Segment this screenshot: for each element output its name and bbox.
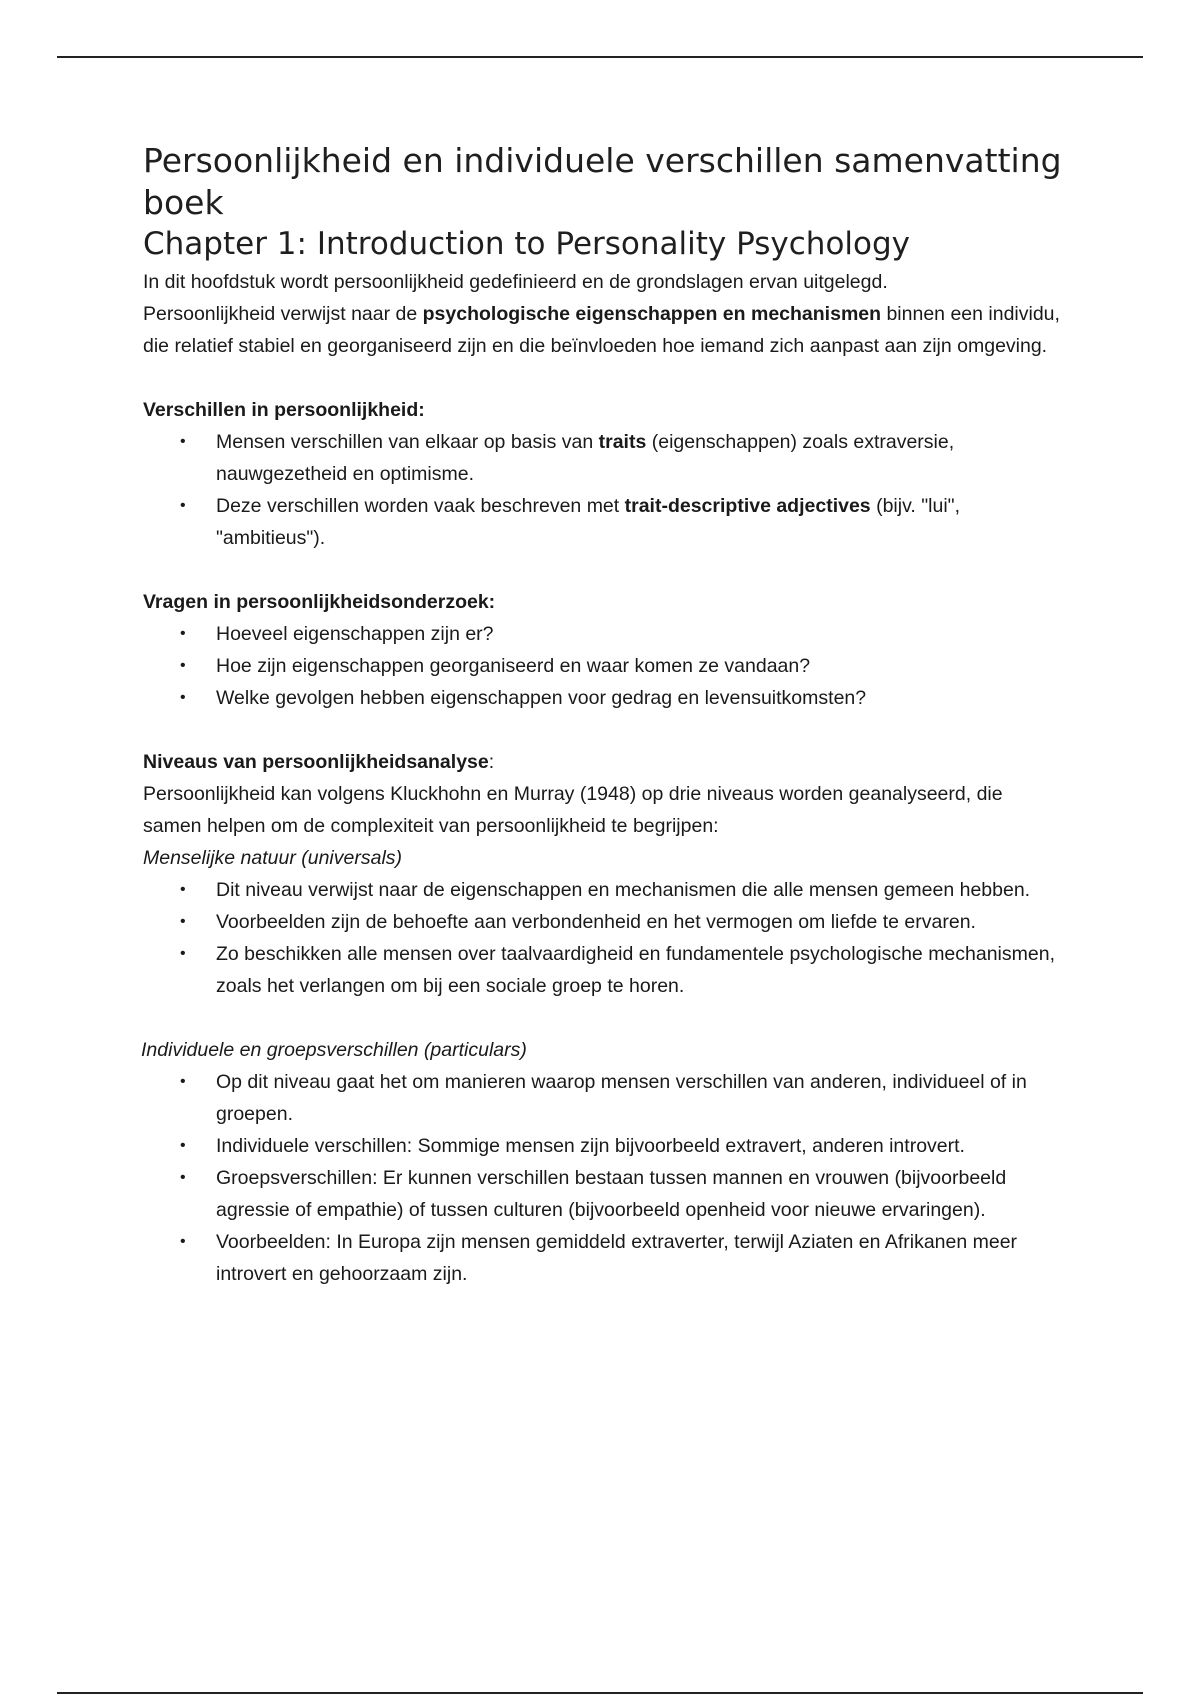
bullet-icon: • xyxy=(180,625,186,642)
item-text: Welke gevolgen hebben eigenschappen voor gedrag en levensuitkomsten? xyxy=(216,687,867,709)
item-text-pre: Mensen verschillen van elkaar op basis van xyxy=(216,431,599,453)
bullet-icon: • xyxy=(180,433,186,450)
list-item xyxy=(143,1226,1063,1290)
bullet-icon: • xyxy=(180,1169,186,1186)
bullet-icon: • xyxy=(180,497,186,514)
item-text-pre: Deze verschillen worden vaak beschreven met xyxy=(216,495,625,517)
list-item xyxy=(143,1066,1063,1130)
subheading-human-nature: Menselijke natuur (universals) xyxy=(143,847,403,869)
list-item xyxy=(143,874,1063,906)
bullet-icon: • xyxy=(180,1233,186,1250)
list-item xyxy=(143,490,1063,554)
intro-line: In dit hoofdstuk wordt persoonlijkheid gedefinieerd en de grondslagen ervan uitgelegd. xyxy=(143,271,888,293)
item-text-bold: trait-descriptive adjectives xyxy=(624,495,871,517)
list-item xyxy=(143,682,1063,714)
section-heading-levels xyxy=(143,746,1063,778)
list-item xyxy=(143,1162,1063,1226)
list-item xyxy=(143,1130,1063,1162)
intro-text-post: binnen een individu, die relatief stabiel en georganiseerd zijn en die beïnvloeden hoe iemand zich aanpast aan zijn omgeving. xyxy=(143,303,1060,357)
item-text: Dit niveau verwijst naar de eigenschappen en mechanismen die alle mensen gemeen hebben. xyxy=(216,879,1031,901)
bullet-icon: • xyxy=(180,1137,186,1154)
chapter-title: Chapter 1: Introduction to Personality Psychology xyxy=(143,226,911,262)
subheading-group-differences: Individuele en groepsverschillen (particulars) xyxy=(141,1039,527,1061)
bullet-icon: • xyxy=(180,1073,186,1090)
document-title: Persoonlijkheid en individuele verschillen samenvatting boek xyxy=(143,141,1062,222)
list-item xyxy=(143,650,1063,682)
header-rule xyxy=(57,56,1143,58)
item-text: Individuele verschillen: Sommige mensen zijn bijvoorbeeld extravert, anderen introvert. xyxy=(216,1135,965,1157)
item-text: Voorbeelden: In Europa zijn mensen gemiddeld extraverter, terwijl Aziaten en Afrikanen meer introvert en gehoorzaam zijn. xyxy=(216,1231,1018,1285)
item-text: Op dit niveau gaat het om manieren waarop mensen verschillen van anderen, individueel of in groepen. xyxy=(216,1071,1027,1125)
item-text-bold: traits xyxy=(598,431,647,453)
document-body xyxy=(143,140,1063,1290)
levels-heading-text: Niveaus van persoonlijkheidsanalyse xyxy=(143,751,489,773)
levels-heading-colon: : xyxy=(488,751,495,773)
differences-list xyxy=(143,426,1063,554)
levels-intro: Persoonlijkheid kan volgens Kluckhohn en Murray (1948) op drie niveaus worden geanalyseerd, die samen helpen om de complexiteit van persoonlijkheid te begrijpen: xyxy=(143,783,1003,837)
bullet-icon: • xyxy=(180,689,186,706)
list-item xyxy=(143,938,1063,1002)
bullet-icon: • xyxy=(180,913,186,930)
questions-list xyxy=(143,618,1063,714)
section-heading-differences: Verschillen in persoonlijkheid: xyxy=(143,399,425,421)
intro-text-bold: psychologische eigenschappen en mechanismen xyxy=(422,303,882,325)
group-differences-list xyxy=(143,1066,1063,1290)
item-text: Hoeveel eigenschappen zijn er? xyxy=(216,623,494,645)
footer-rule xyxy=(57,1692,1143,1694)
list-item xyxy=(143,618,1063,650)
list-item xyxy=(143,906,1063,938)
human-nature-list xyxy=(143,874,1063,1002)
intro-text-pre: Persoonlijkheid verwijst naar de xyxy=(143,303,423,325)
item-text-post: (bijv. "lui", "ambitieus"). xyxy=(216,495,960,549)
intro-definition xyxy=(143,298,1063,362)
section-heading-questions: Vragen in persoonlijkheidsonderzoek: xyxy=(143,591,496,613)
bullet-icon: • xyxy=(180,945,186,962)
list-item xyxy=(143,426,1063,490)
item-text: Groepsverschillen: Er kunnen verschillen bestaan tussen mannen en vrouwen (bijvoorbeeld agressie of empathie) of tussen culturen (bijvoorbeeld openheid voor nieuwe ervaringen). xyxy=(216,1167,1007,1221)
bullet-icon: • xyxy=(180,657,186,674)
item-text: Voorbeelden zijn de behoefte aan verbondenheid en het vermogen om liefde te ervaren. xyxy=(216,911,976,933)
item-text: Hoe zijn eigenschappen georganiseerd en waar komen ze vandaan? xyxy=(216,655,811,677)
item-text: Zo beschikken alle mensen over taalvaardigheid en fundamentele psychologische mechanismen, zoals het verlangen om bij een sociale groep te horen. xyxy=(216,943,1055,997)
item-text-post: (eigenschappen) zoals extraversie, nauwgezetheid en optimisme. xyxy=(216,431,955,485)
bullet-icon: • xyxy=(180,881,186,898)
